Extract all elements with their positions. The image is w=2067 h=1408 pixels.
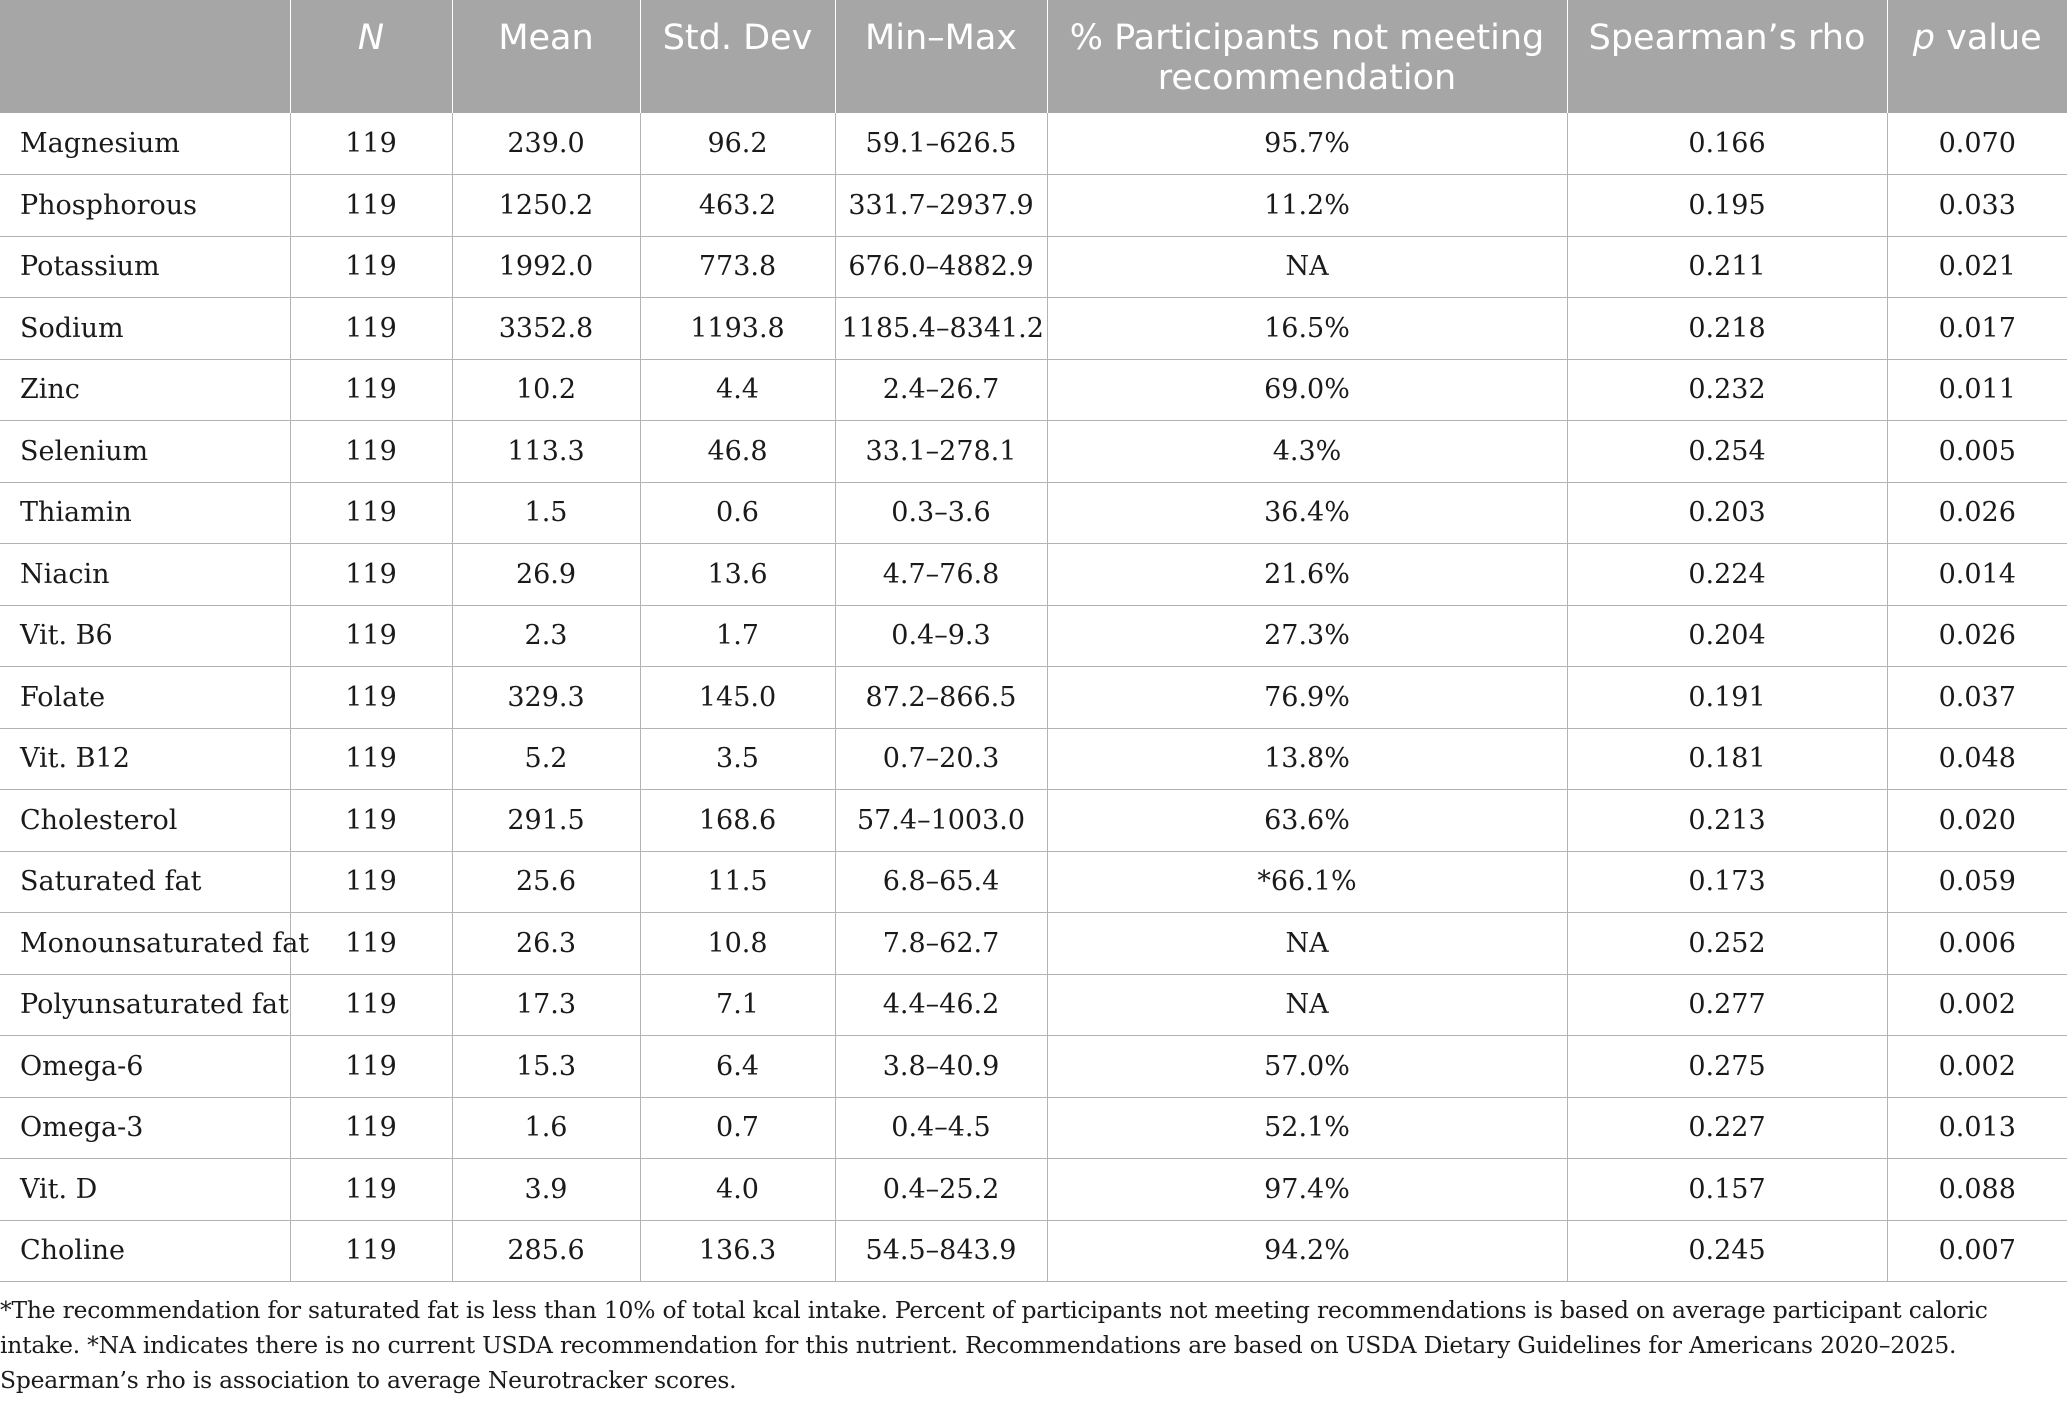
p-value: 0.014 bbox=[1887, 544, 2067, 606]
spearman-rho-value: 0.218 bbox=[1567, 298, 1887, 360]
table-row bbox=[0, 298, 2067, 360]
table-row bbox=[0, 851, 2067, 913]
nutrient-name: Vit. B12 bbox=[0, 728, 290, 790]
mean-value: 1250.2 bbox=[452, 175, 640, 237]
mean-value: 3.9 bbox=[452, 1159, 640, 1221]
min-max-value: 331.7–2937.9 bbox=[835, 175, 1047, 237]
spearman-rho-value: 0.181 bbox=[1567, 728, 1887, 790]
spearman-rho-value: 0.224 bbox=[1567, 544, 1887, 606]
min-max-value: 676.0–4882.9 bbox=[835, 236, 1047, 298]
pct-not-meeting-value: 69.0% bbox=[1047, 359, 1567, 421]
header-n: N bbox=[290, 0, 452, 113]
table-row bbox=[0, 1159, 2067, 1221]
std-dev-value: 1.7 bbox=[640, 605, 835, 667]
min-max-value: 6.8–65.4 bbox=[835, 851, 1047, 913]
min-max-value: 54.5–843.9 bbox=[835, 1220, 1047, 1282]
min-max-value: 0.4–9.3 bbox=[835, 605, 1047, 667]
n-value: 119 bbox=[290, 728, 452, 790]
mean-value: 291.5 bbox=[452, 790, 640, 852]
min-max-value: 7.8–62.7 bbox=[835, 913, 1047, 975]
min-max-value: 57.4–1003.0 bbox=[835, 790, 1047, 852]
n-value: 119 bbox=[290, 482, 452, 544]
pct-not-meeting-value: 27.3% bbox=[1047, 605, 1567, 667]
table-row bbox=[0, 667, 2067, 729]
nutrient-name: Polyunsaturated fat bbox=[0, 974, 290, 1036]
nutrient-name: Cholesterol bbox=[0, 790, 290, 852]
pct-not-meeting-value: 36.4% bbox=[1047, 482, 1567, 544]
min-max-value: 1185.4–8341.2 bbox=[835, 298, 1047, 360]
table-row bbox=[0, 913, 2067, 975]
std-dev-value: 0.6 bbox=[640, 482, 835, 544]
table-row bbox=[0, 236, 2067, 298]
mean-value: 3352.8 bbox=[452, 298, 640, 360]
n-value: 119 bbox=[290, 236, 452, 298]
n-value: 119 bbox=[290, 1159, 452, 1221]
std-dev-value: 46.8 bbox=[640, 421, 835, 483]
p-value: 0.026 bbox=[1887, 482, 2067, 544]
n-value: 119 bbox=[290, 790, 452, 852]
p-value: 0.070 bbox=[1887, 113, 2067, 175]
table-row bbox=[0, 421, 2067, 483]
std-dev-value: 13.6 bbox=[640, 544, 835, 606]
header-std-dev: Std. Dev bbox=[640, 0, 835, 113]
header-row bbox=[0, 0, 2067, 113]
std-dev-value: 136.3 bbox=[640, 1220, 835, 1282]
table-row bbox=[0, 544, 2067, 606]
std-dev-value: 168.6 bbox=[640, 790, 835, 852]
mean-value: 2.3 bbox=[452, 605, 640, 667]
p-value: 0.020 bbox=[1887, 790, 2067, 852]
mean-value: 1992.0 bbox=[452, 236, 640, 298]
mean-value: 17.3 bbox=[452, 974, 640, 1036]
nutrient-name: Omega-3 bbox=[0, 1097, 290, 1159]
spearman-rho-value: 0.213 bbox=[1567, 790, 1887, 852]
pct-not-meeting-value: NA bbox=[1047, 913, 1567, 975]
n-value: 119 bbox=[290, 298, 452, 360]
n-value: 119 bbox=[290, 1097, 452, 1159]
table-body bbox=[0, 113, 2067, 1282]
n-value: 119 bbox=[290, 359, 452, 421]
pct-not-meeting-value: 11.2% bbox=[1047, 175, 1567, 237]
min-max-value: 33.1–278.1 bbox=[835, 421, 1047, 483]
header-nutrient bbox=[0, 0, 290, 113]
nutrient-name: Selenium bbox=[0, 421, 290, 483]
mean-value: 10.2 bbox=[452, 359, 640, 421]
nutrient-name: Phosphorous bbox=[0, 175, 290, 237]
min-max-value: 4.7–76.8 bbox=[835, 544, 1047, 606]
table-row bbox=[0, 1097, 2067, 1159]
p-value: 0.013 bbox=[1887, 1097, 2067, 1159]
min-max-value: 87.2–866.5 bbox=[835, 667, 1047, 729]
table-row bbox=[0, 175, 2067, 237]
min-max-value: 59.1–626.5 bbox=[835, 113, 1047, 175]
std-dev-value: 10.8 bbox=[640, 913, 835, 975]
table-row bbox=[0, 1036, 2067, 1098]
pct-not-meeting-value: 21.6% bbox=[1047, 544, 1567, 606]
pct-not-meeting-value: 4.3% bbox=[1047, 421, 1567, 483]
spearman-rho-value: 0.173 bbox=[1567, 851, 1887, 913]
table-header bbox=[0, 0, 2067, 113]
mean-value: 239.0 bbox=[452, 113, 640, 175]
std-dev-value: 11.5 bbox=[640, 851, 835, 913]
n-value: 119 bbox=[290, 913, 452, 975]
spearman-rho-value: 0.245 bbox=[1567, 1220, 1887, 1282]
pct-not-meeting-value: 94.2% bbox=[1047, 1220, 1567, 1282]
table-row bbox=[0, 113, 2067, 175]
n-value: 119 bbox=[290, 175, 452, 237]
spearman-rho-value: 0.232 bbox=[1567, 359, 1887, 421]
p-value: 0.059 bbox=[1887, 851, 2067, 913]
std-dev-value: 773.8 bbox=[640, 236, 835, 298]
pct-not-meeting-value: 97.4% bbox=[1047, 1159, 1567, 1221]
p-value: 0.026 bbox=[1887, 605, 2067, 667]
header-pct-not-meeting: % Participants not meeting recommendation bbox=[1047, 0, 1567, 113]
n-value: 119 bbox=[290, 974, 452, 1036]
p-value: 0.002 bbox=[1887, 974, 2067, 1036]
nutrient-name: Magnesium bbox=[0, 113, 290, 175]
header-spearman-rho: Spearman’s rho bbox=[1567, 0, 1887, 113]
std-dev-value: 0.7 bbox=[640, 1097, 835, 1159]
pct-not-meeting-value: 76.9% bbox=[1047, 667, 1567, 729]
pct-not-meeting-value: 63.6% bbox=[1047, 790, 1567, 852]
p-value: 0.048 bbox=[1887, 728, 2067, 790]
n-value: 119 bbox=[290, 605, 452, 667]
n-value: 119 bbox=[290, 851, 452, 913]
n-value: 119 bbox=[290, 113, 452, 175]
mean-value: 1.6 bbox=[452, 1097, 640, 1159]
spearman-rho-value: 0.204 bbox=[1567, 605, 1887, 667]
table-row bbox=[0, 605, 2067, 667]
std-dev-value: 7.1 bbox=[640, 974, 835, 1036]
n-value: 119 bbox=[290, 1220, 452, 1282]
pct-not-meeting-value: 57.0% bbox=[1047, 1036, 1567, 1098]
pct-not-meeting-value: 95.7% bbox=[1047, 113, 1567, 175]
spearman-rho-value: 0.166 bbox=[1567, 113, 1887, 175]
mean-value: 25.6 bbox=[452, 851, 640, 913]
table-row bbox=[0, 974, 2067, 1036]
table-footnote: *The recommendation for saturated fat is less than 10% of total kcal intake. Percent of participants not meeting recommendations is based on average participant caloric intake. *NA indicates there is no current USDA recommendation for this nutrient. Recommendations are based on USDA Dietary Guidelines for Americans 2020–2025. Spearman’s rho is association to average Neurotracker scores. bbox=[0, 1296, 1988, 1394]
p-value: 0.033 bbox=[1887, 175, 2067, 237]
nutrient-name: Choline bbox=[0, 1220, 290, 1282]
p-value: 0.011 bbox=[1887, 359, 2067, 421]
min-max-value: 4.4–46.2 bbox=[835, 974, 1047, 1036]
min-max-value: 3.8–40.9 bbox=[835, 1036, 1047, 1098]
pct-not-meeting-value: 16.5% bbox=[1047, 298, 1567, 360]
nutrient-name: Zinc bbox=[0, 359, 290, 421]
n-value: 119 bbox=[290, 421, 452, 483]
table-row bbox=[0, 1220, 2067, 1282]
pct-not-meeting-value: 52.1% bbox=[1047, 1097, 1567, 1159]
std-dev-value: 145.0 bbox=[640, 667, 835, 729]
p-value: 0.037 bbox=[1887, 667, 2067, 729]
p-value: 0.006 bbox=[1887, 913, 2067, 975]
nutrient-name: Thiamin bbox=[0, 482, 290, 544]
std-dev-value: 96.2 bbox=[640, 113, 835, 175]
header-p-value-label: p value bbox=[1912, 18, 2042, 58]
mean-value: 15.3 bbox=[452, 1036, 640, 1098]
header-min-max: Min–Max bbox=[835, 0, 1047, 113]
spearman-rho-value: 0.211 bbox=[1567, 236, 1887, 298]
table-row bbox=[0, 790, 2067, 852]
spearman-rho-value: 0.277 bbox=[1567, 974, 1887, 1036]
spearman-rho-value: 0.195 bbox=[1567, 175, 1887, 237]
nutrient-name: Sodium bbox=[0, 298, 290, 360]
pct-not-meeting-value: 13.8% bbox=[1047, 728, 1567, 790]
nutrient-name: Monounsaturated fat bbox=[0, 913, 290, 975]
std-dev-value: 3.5 bbox=[640, 728, 835, 790]
mean-value: 285.6 bbox=[452, 1220, 640, 1282]
mean-value: 5.2 bbox=[452, 728, 640, 790]
nutrient-name: Omega-6 bbox=[0, 1036, 290, 1098]
std-dev-value: 4.0 bbox=[640, 1159, 835, 1221]
nutrient-name: Niacin bbox=[0, 544, 290, 606]
mean-value: 1.5 bbox=[452, 482, 640, 544]
header-mean: Mean bbox=[452, 0, 640, 113]
min-max-value: 0.3–3.6 bbox=[835, 482, 1047, 544]
min-max-value: 0.7–20.3 bbox=[835, 728, 1047, 790]
pct-not-meeting-value: *66.1% bbox=[1047, 851, 1567, 913]
std-dev-value: 4.4 bbox=[640, 359, 835, 421]
p-value: 0.017 bbox=[1887, 298, 2067, 360]
nutrient-name: Vit. B6 bbox=[0, 605, 290, 667]
std-dev-value: 1193.8 bbox=[640, 298, 835, 360]
min-max-value: 0.4–4.5 bbox=[835, 1097, 1047, 1159]
min-max-value: 0.4–25.2 bbox=[835, 1159, 1047, 1221]
header-p-value bbox=[1887, 0, 2067, 113]
std-dev-value: 6.4 bbox=[640, 1036, 835, 1098]
mean-value: 26.9 bbox=[452, 544, 640, 606]
spearman-rho-value: 0.191 bbox=[1567, 667, 1887, 729]
nutrient-name: Potassium bbox=[0, 236, 290, 298]
spearman-rho-value: 0.275 bbox=[1567, 1036, 1887, 1098]
p-value: 0.021 bbox=[1887, 236, 2067, 298]
n-value: 119 bbox=[290, 667, 452, 729]
table-row bbox=[0, 482, 2067, 544]
mean-value: 329.3 bbox=[452, 667, 640, 729]
spearman-rho-value: 0.252 bbox=[1567, 913, 1887, 975]
min-max-value: 2.4–26.7 bbox=[835, 359, 1047, 421]
std-dev-value: 463.2 bbox=[640, 175, 835, 237]
p-value: 0.088 bbox=[1887, 1159, 2067, 1221]
spearman-rho-value: 0.203 bbox=[1567, 482, 1887, 544]
pct-not-meeting-value: NA bbox=[1047, 974, 1567, 1036]
mean-value: 26.3 bbox=[452, 913, 640, 975]
n-value: 119 bbox=[290, 544, 452, 606]
nutrient-name: Vit. D bbox=[0, 1159, 290, 1221]
nutrient-name: Saturated fat bbox=[0, 851, 290, 913]
spearman-rho-value: 0.254 bbox=[1567, 421, 1887, 483]
p-value: 0.002 bbox=[1887, 1036, 2067, 1098]
pct-not-meeting-value: NA bbox=[1047, 236, 1567, 298]
mean-value: 113.3 bbox=[452, 421, 640, 483]
table-row bbox=[0, 728, 2067, 790]
p-value: 0.005 bbox=[1887, 421, 2067, 483]
spearman-rho-value: 0.157 bbox=[1567, 1159, 1887, 1221]
nutrient-name: Folate bbox=[0, 667, 290, 729]
n-value: 119 bbox=[290, 1036, 452, 1098]
spearman-rho-value: 0.227 bbox=[1567, 1097, 1887, 1159]
p-value: 0.007 bbox=[1887, 1220, 2067, 1282]
table-row bbox=[0, 359, 2067, 421]
